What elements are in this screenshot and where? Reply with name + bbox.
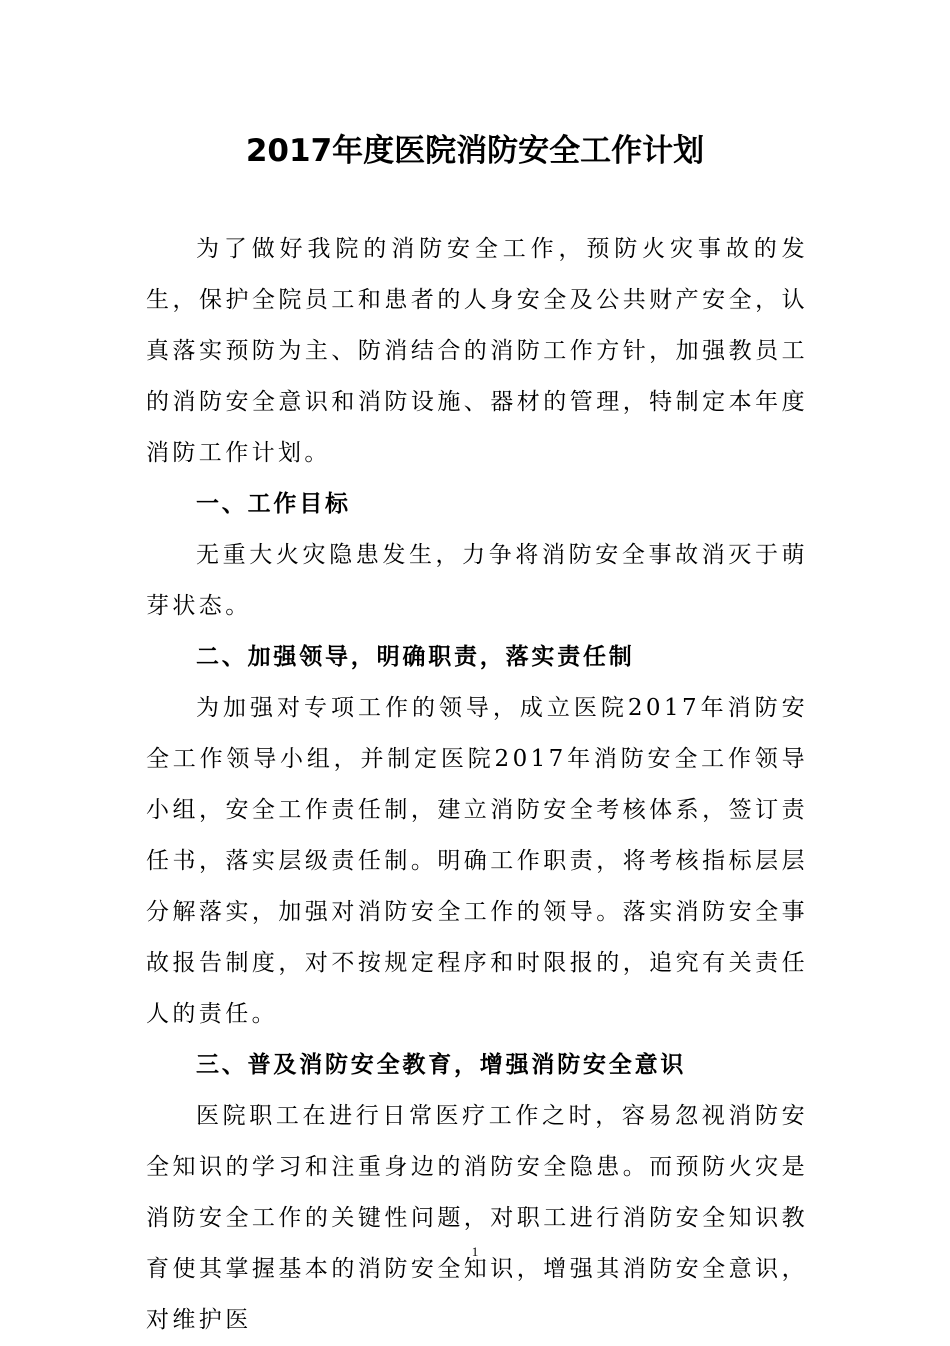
section-heading-leadership: 二、加强领导，明确职责，落实责任制 [196,644,635,670]
document-title: 2017年度医院消防安全工作计划 [245,133,705,169]
section-text-education: 医院职工在进行日常医疗工作之时，容易忽视消防安全知识的学习和注重身边的消防安全隐患。而预防火灾是消防安全工作的关键性问题，对职工进行消防安全知识教育使其掌握基本的消防安全知识，增强其消防安全意识，对维护医 [146,1103,808,1333]
document-body [146,224,808,1346]
page-number: 1 [471,1244,479,1259]
section-heading-goals: 一、工作目标 [196,491,351,517]
section-heading-education: 三、普及消防安全教育，增强消防安全意识 [196,1052,687,1078]
section-text-goals: 无重大火灾隐患发生，力争将消防安全事故消灭于萌芽状态。 [146,542,808,619]
intro-paragraph: 为了做好我院的消防安全工作，预防火灾事故的发生，保护全院员工和患者的人身安全及公共财产安全，认真落实预防为主、防消结合的消防工作方针，加强教员工的消防安全意识和消防设施、器材的管理，特制定本年度消防工作计划。 [146,236,808,466]
section-text-leadership: 为加强对专项工作的领导，成立医院2017年消防安全工作领导小组，并制定医院2017年消防安全工作领导小组，安全工作责任制，建立消防安全考核体系，签订责任书，落实层级责任制。明确工作职责，将考核指标层层分解落实，加强对消防安全工作的领导。落实消防安全事故报告制度，对不按规定程序和时限报的，追究有关责任人的责任。 [146,695,808,1027]
